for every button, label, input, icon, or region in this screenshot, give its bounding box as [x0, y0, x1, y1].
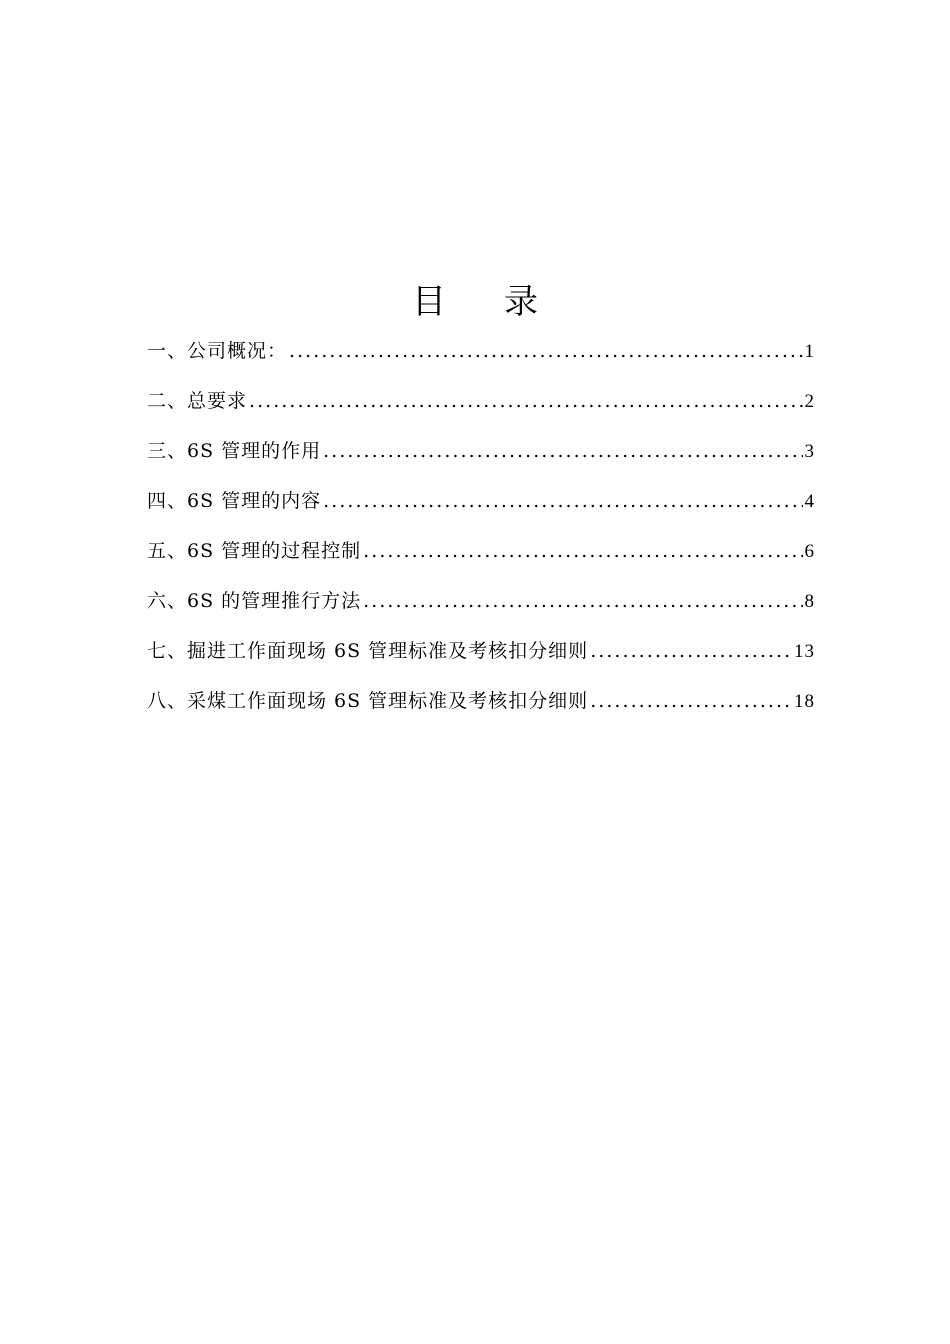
page-title	[0, 280, 950, 324]
toc-leader-dots	[249, 382, 802, 420]
toc-entry-label: 七、掘进工作面现场 6S 管理标准及考核扣分细则	[147, 640, 589, 662]
toc-page-number: 13	[794, 641, 815, 662]
toc-entry[interactable]	[147, 532, 815, 582]
toc-entry-label: 一、公司概况：	[147, 340, 288, 362]
toc-entry-label: 三、6S 管理的作用	[147, 440, 322, 462]
toc-page-number: 1	[804, 341, 815, 362]
toc-page-number: 8	[804, 591, 815, 612]
title-char-2: 录	[504, 282, 538, 322]
toc-page-number: 2	[804, 391, 815, 412]
toc-entry[interactable]	[147, 632, 815, 682]
toc-entry-label: 八、采煤工作面现场 6S 管理标准及考核扣分细则	[147, 690, 589, 712]
toc-entry[interactable]	[147, 332, 815, 382]
table-of-contents	[147, 332, 815, 732]
toc-entry-label: 四、6S 管理的内容	[147, 490, 322, 512]
toc-page-number: 3	[804, 441, 815, 462]
toc-entry[interactable]	[147, 682, 815, 732]
toc-entry[interactable]	[147, 482, 815, 532]
toc-leader-dots	[363, 582, 802, 620]
toc-entry[interactable]	[147, 582, 815, 632]
toc-page-number: 18	[794, 691, 815, 712]
title-char-1: 目	[412, 282, 446, 322]
toc-leader-dots	[323, 432, 802, 470]
toc-leader-dots	[590, 682, 792, 720]
toc-entry-label: 六、6S 的管理推行方法	[147, 590, 362, 612]
toc-leader-dots	[289, 332, 802, 370]
toc-leader-dots	[363, 532, 802, 570]
toc-leader-dots	[590, 632, 792, 670]
toc-entry[interactable]	[147, 382, 815, 432]
toc-entry-label: 五、6S 管理的过程控制	[147, 540, 362, 562]
toc-entry[interactable]	[147, 432, 815, 482]
toc-page-number: 6	[804, 541, 815, 562]
toc-page-number: 4	[804, 491, 815, 512]
toc-entry-label: 二、总要求	[147, 390, 248, 412]
toc-leader-dots	[323, 482, 802, 520]
